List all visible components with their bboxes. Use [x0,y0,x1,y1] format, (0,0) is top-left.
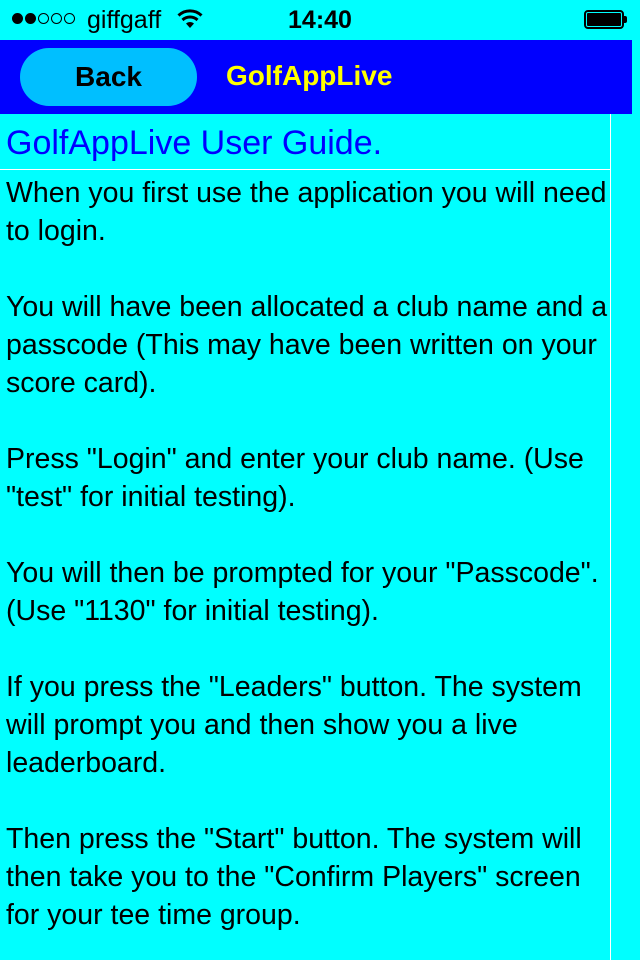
battery-fill [587,13,621,26]
guide-paragraph: Press "Login" and enter your club name. (Use "test" for initial testing). [6,443,584,513]
battery-icon [584,10,628,29]
carrier-name: giffgaff [87,6,162,34]
guide-content[interactable] [0,114,611,960]
guide-title: GolfAppLive User Guide. [0,114,610,170]
guide-paragraph: You will then be prompted for your "Passcode". (Use "1130" for initial testing). [6,557,599,627]
status-bar [0,0,640,40]
back-button[interactable]: Back [20,48,197,106]
guide-paragraph: When you first use the application you will need to login. [6,177,607,247]
guide-paragraph: Then press the "Start" button. The system will then take you to the "Confirm Players" screen for your tee time group. [6,823,582,931]
nav-title: GolfAppLive [226,60,393,91]
guide-paragraph: If you press the "Leaders" button. The system will prompt you and then show you a live leaderboard. [6,671,582,779]
navigation-bar [0,40,632,114]
clock: 14:40 [288,6,352,34]
guide-paragraph: You will have been allocated a club name and a passcode (This may have been written on your score card). [6,291,608,399]
guide-body [0,170,610,934]
